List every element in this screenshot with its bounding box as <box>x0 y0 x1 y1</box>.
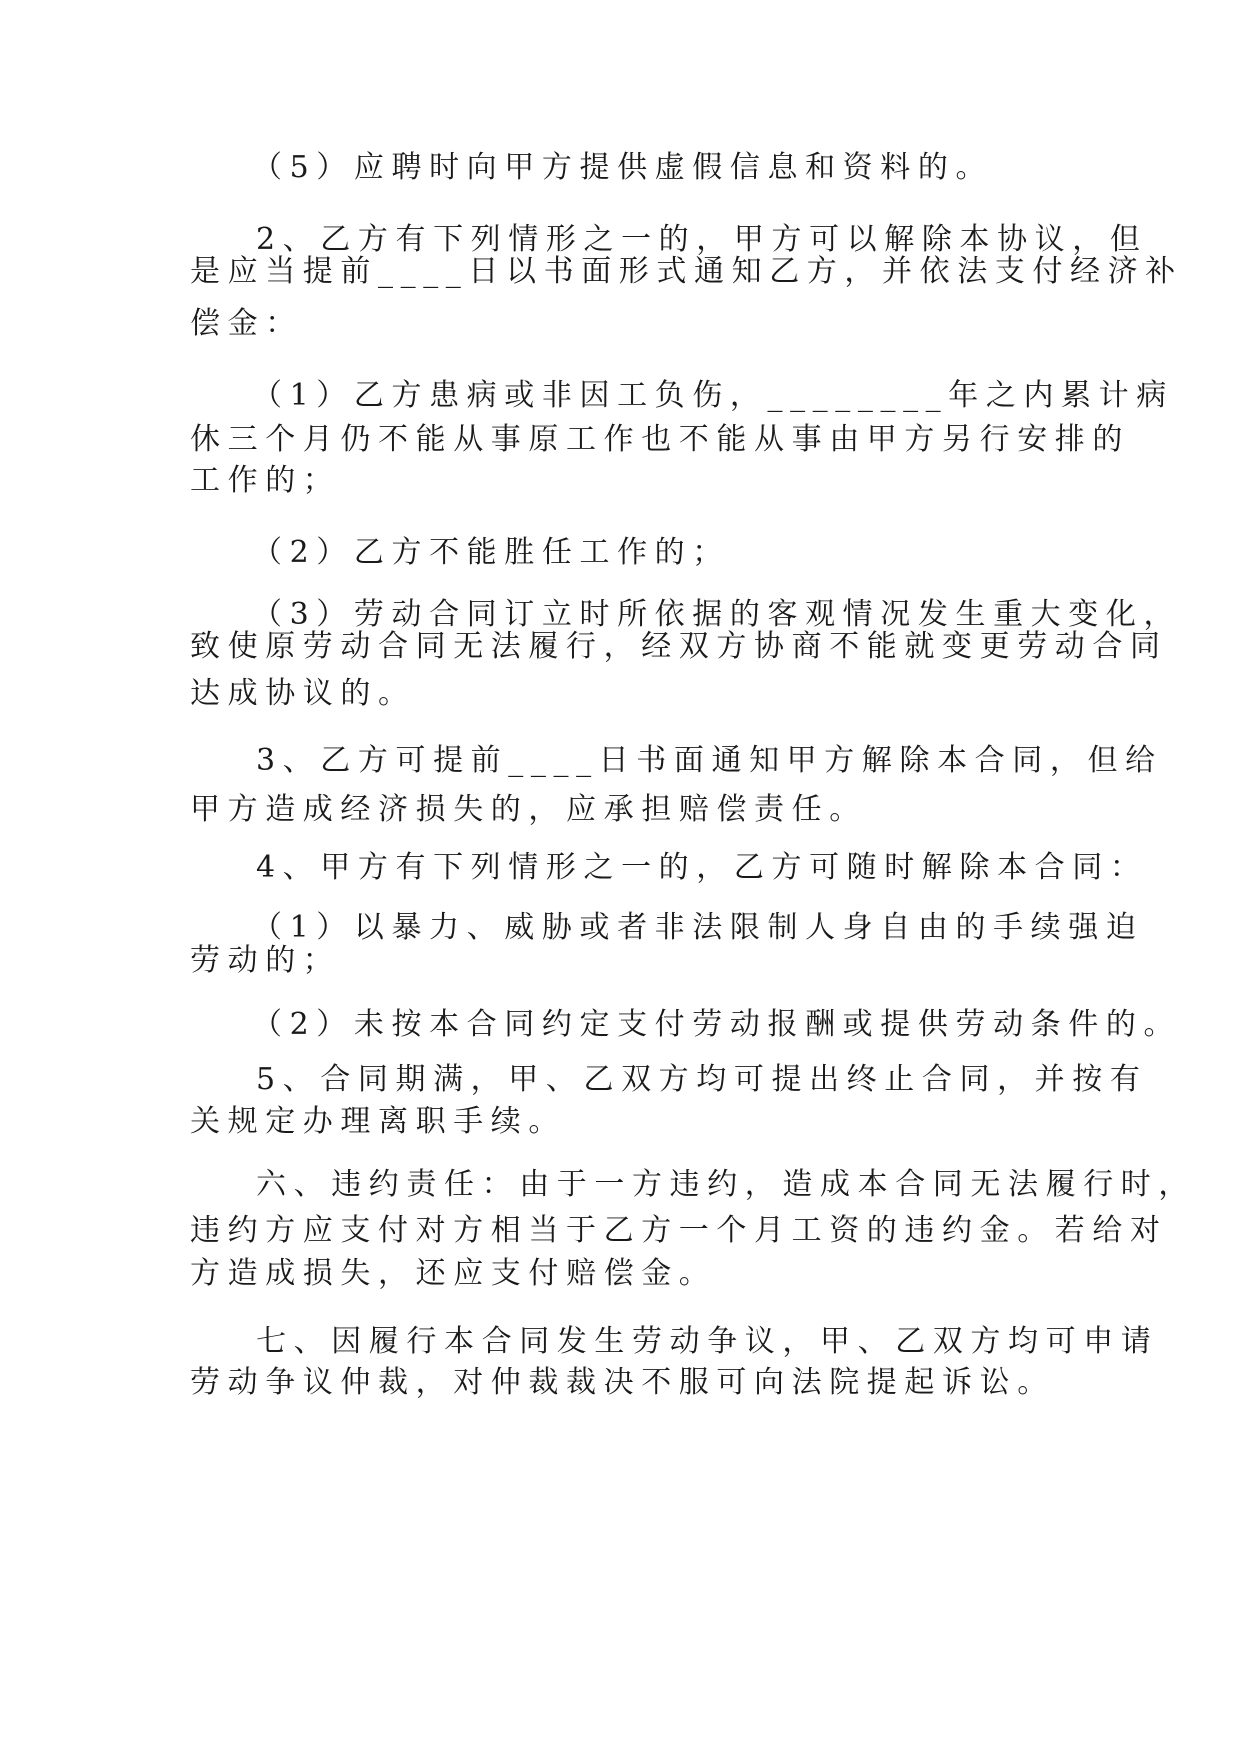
text-line-15: （1）以暴力、威胁或者非法限制人身自由的手续强迫 <box>252 910 1144 945</box>
text-line-17: （2）未按本合同约定支付劳动报酬或提供劳动条件的。 <box>252 1007 1182 1042</box>
text-line-13: 甲方造成经济损失的，应承担赔偿责任。 <box>190 792 867 827</box>
text-line-7: 工作的； <box>190 463 341 498</box>
text-line-12: 3、乙方可提前____日书面通知甲方解除本合同，但给 <box>256 743 1163 778</box>
text-line-8: （2）乙方不能胜任工作的； <box>252 535 730 570</box>
text-line-1: （5）应聘时向甲方提供虚假信息和资料的。 <box>252 150 994 185</box>
text-line-21: 违约方应支付对方相当于乙方一个月工资的违约金。若给对 <box>190 1213 1168 1248</box>
text-line-18: 5、合同期满，甲、乙双方均可提出终止合同，并按有 <box>256 1062 1148 1097</box>
text-line-2: 2、乙方有下列情形之一的，甲方可以解除本协议，但 <box>256 222 1148 257</box>
text-line-19: 关规定办理离职手续。 <box>190 1104 566 1139</box>
text-line-9: （3）劳动合同订立时所依据的客观情况发生重大变化， <box>252 597 1182 632</box>
text-line-3: 是应当提前____日以书面形式通知乙方，并依法支付经济补 <box>190 254 1183 289</box>
text-line-16: 劳动的； <box>190 943 341 978</box>
text-line-20: 六、违约责任：由于一方违约，造成本合同无法履行时， <box>256 1167 1196 1202</box>
text-line-24: 劳动争议仲裁，对仲裁裁决不服可向法院提起诉讼。 <box>190 1365 1055 1400</box>
text-line-14: 4、甲方有下列情形之一的，乙方可随时解除本合同： <box>256 850 1148 885</box>
text-line-23: 七、因履行本合同发生劳动争议，甲、乙双方均可申请 <box>256 1324 1159 1359</box>
text-line-22: 方造成损失，还应支付赔偿金。 <box>190 1256 717 1291</box>
text-line-11: 达成协议的。 <box>190 676 416 711</box>
text-line-4: 偿金： <box>190 306 303 341</box>
text-line-5: （1）乙方患病或非因工负伤，________年之内累计病 <box>252 378 1174 413</box>
text-line-6: 休三个月仍不能从事原工作也不能从事由甲方另行安排的 <box>190 422 1130 457</box>
text-line-10: 致使原劳动合同无法履行，经双方协商不能就变更劳动合同 <box>190 629 1168 664</box>
